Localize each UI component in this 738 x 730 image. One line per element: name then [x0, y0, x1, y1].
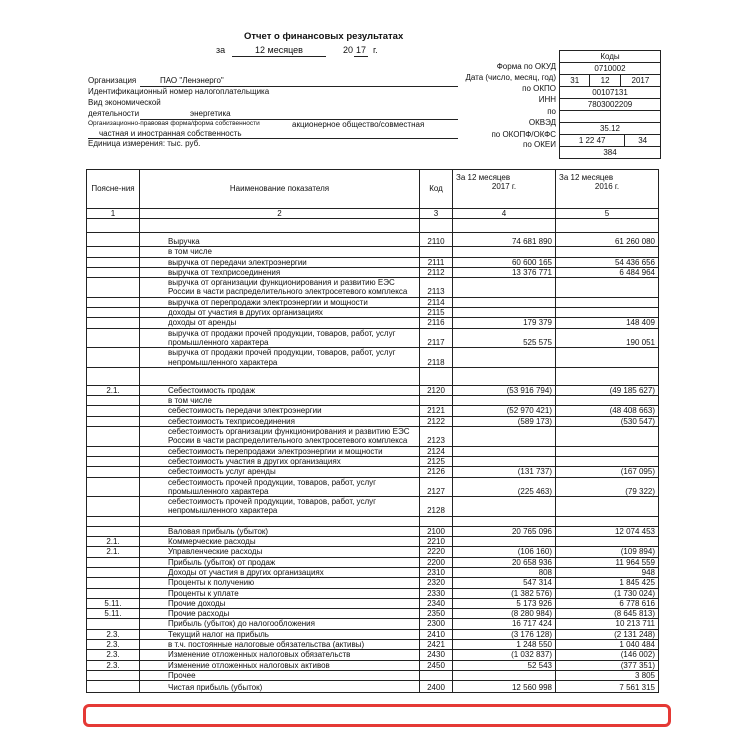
- row-code: 2300: [420, 619, 453, 629]
- row-name: Проценты к получению: [140, 578, 420, 588]
- row-value-2017: 5 173 926: [453, 598, 556, 608]
- row-name: выручка от продажи прочей продукции, товаров, работ, услуг промышленного характера: [140, 328, 420, 348]
- row-value-2017: 52 543: [453, 660, 556, 670]
- row-note: 5.11.: [87, 609, 140, 619]
- row-value-2017: (106 160): [453, 547, 556, 557]
- row-note: 2.1.: [87, 385, 140, 395]
- form-label: Организационно-правовая форма/форма собственности: [88, 120, 260, 127]
- row-code: 2320: [420, 578, 453, 588]
- row-code: 2100: [420, 526, 453, 536]
- row-value-2016: 3 805: [556, 670, 659, 680]
- row-name: в т.ч. постоянные налоговые обязательства (активы): [140, 639, 420, 649]
- table-header-row: [87, 170, 659, 209]
- row-note: [87, 670, 140, 680]
- row-note: [87, 557, 140, 567]
- row-note: [87, 456, 140, 466]
- table-row: [87, 670, 659, 680]
- row-value-2017: [453, 427, 556, 447]
- row-note: [87, 219, 140, 233]
- row-value-2016: (2 131 248): [556, 629, 659, 639]
- row-value-2017: [453, 247, 556, 257]
- table-row: [87, 619, 659, 629]
- row-code: [420, 396, 453, 406]
- row-code: 2118: [420, 348, 453, 368]
- row-name: себестоимость передачи электроэнергии: [140, 406, 420, 416]
- row-code: [420, 247, 453, 257]
- table-row: [87, 639, 659, 649]
- row-name: Прибыль (убыток) от продаж: [140, 557, 420, 567]
- table-row: [87, 267, 659, 277]
- col-2016-year: 2016 г.: [594, 182, 620, 192]
- table-row: [87, 537, 659, 547]
- row-value-2016: [556, 427, 659, 447]
- table-row: [87, 219, 659, 233]
- table-row: [87, 308, 659, 318]
- row-note: 2.3.: [87, 629, 140, 639]
- row-note: [87, 467, 140, 477]
- table-row: [87, 609, 659, 619]
- row-note: 2.3.: [87, 650, 140, 660]
- row-value-2017: (3 176 128): [453, 629, 556, 639]
- row-value-2016: [556, 297, 659, 307]
- row-value-2017: [453, 396, 556, 406]
- table-number-row: [87, 209, 659, 219]
- row-value-2016: 12 074 453: [556, 526, 659, 536]
- row-value-2017: 13 376 771: [453, 267, 556, 277]
- row-name: в том числе: [140, 396, 420, 406]
- row-note: 2.1.: [87, 547, 140, 557]
- row-value-2017: 20 658 936: [453, 557, 556, 567]
- row-note: [87, 257, 140, 267]
- row-value-2016: [556, 537, 659, 547]
- row-value-2017: 12 560 998: [453, 681, 556, 693]
- col-2017-label: За 12 месяцев: [456, 173, 511, 182]
- row-code: 2117: [420, 328, 453, 348]
- table-row: [87, 367, 659, 385]
- row-value-2016: (1 730 024): [556, 588, 659, 598]
- row-name: Себестоимость продаж: [140, 385, 420, 395]
- row-note: [87, 526, 140, 536]
- table-row: [87, 588, 659, 598]
- row-name: Изменение отложенных налоговых обязательств: [140, 650, 420, 660]
- table-row: [87, 567, 659, 577]
- codes-header: Коды: [560, 51, 660, 63]
- row-code: 2114: [420, 297, 453, 307]
- row-note: [87, 416, 140, 426]
- row-value-2016: [556, 516, 659, 526]
- col-number-3: 3: [420, 209, 453, 219]
- table-row: [87, 456, 659, 466]
- row-code: 2113: [420, 278, 453, 298]
- row-value-2016: 1 040 484: [556, 639, 659, 649]
- okopf-label: по ОКОПФ/ОКФС: [491, 130, 556, 139]
- col-number-5: 5: [556, 209, 659, 219]
- row-value-2016: 1 845 425: [556, 578, 659, 588]
- okfs-value: 34: [638, 136, 648, 145]
- row-value-2016: [556, 497, 659, 517]
- row-code: [420, 516, 453, 526]
- row-name: выручка от продажи прочей продукции, товаров, работ, услуг непромышленного характера: [140, 348, 420, 368]
- okud-code: 0710002: [560, 63, 660, 75]
- row-code: 2430: [420, 650, 453, 660]
- row-value-2017: 525 575: [453, 328, 556, 348]
- col-note-header: Поясне-ния: [87, 170, 140, 209]
- row-name: себестоимость техприсоединения: [140, 416, 420, 426]
- row-code: 2110: [420, 233, 453, 247]
- row-value-2016: 61 260 080: [556, 233, 659, 247]
- row-name: Управленческие расходы: [140, 547, 420, 557]
- row-code: 2410: [420, 629, 453, 639]
- row-name: себестоимость перепродажи электроэнергии и мощности: [140, 446, 420, 456]
- activity-label-2: деятельности: [88, 109, 140, 118]
- table-row: [87, 681, 659, 693]
- row-note: [87, 578, 140, 588]
- row-code: 2340: [420, 598, 453, 608]
- po-code: [560, 111, 660, 123]
- row-value-2016: (109 894): [556, 547, 659, 557]
- row-value-2017: 179 379: [453, 318, 556, 328]
- row-note: [87, 297, 140, 307]
- row-code: 2124: [420, 446, 453, 456]
- row-value-2016: [556, 219, 659, 233]
- row-value-2017: (8 280 984): [453, 609, 556, 619]
- row-name: себестоимость прочей продукции, товаров, работ, услуг непромышленного характера: [140, 497, 420, 517]
- okved-label: ОКВЭД: [528, 118, 556, 127]
- row-code: 2120: [420, 385, 453, 395]
- row-name: Доходы от участия в других организациях: [140, 567, 420, 577]
- row-value-2016: 6 778 616: [556, 598, 659, 608]
- row-note: [87, 318, 140, 328]
- financial-results-table: [86, 169, 659, 693]
- row-value-2017: [453, 456, 556, 466]
- row-code: 2116: [420, 318, 453, 328]
- table-row: [87, 318, 659, 328]
- form-value-1: акционерное общество/совместная: [292, 120, 425, 129]
- row-value-2016: 948: [556, 567, 659, 577]
- inn-text-label: Идентификационный номер налогоплательщика: [88, 87, 270, 96]
- date-year: 2017: [631, 76, 650, 85]
- row-value-2017: (589 173): [453, 416, 556, 426]
- table-row: [87, 297, 659, 307]
- table-row: [87, 385, 659, 395]
- date-label: Дата (число, месяц, год): [465, 73, 556, 82]
- okud-label: Форма по ОКУД: [496, 62, 556, 71]
- row-value-2017: [453, 308, 556, 318]
- row-value-2017: (131 737): [453, 467, 556, 477]
- row-value-2017: (1 382 576): [453, 588, 556, 598]
- codes-box: [559, 50, 661, 159]
- row-name: выручка от организации функционирования и развитию ЕЭС России в части распределительного электросетевого комплекса: [140, 278, 420, 298]
- row-value-2016: [556, 446, 659, 456]
- row-code: [420, 219, 453, 233]
- row-name: [140, 516, 420, 526]
- row-code: 2127: [420, 477, 453, 497]
- row-value-2017: [453, 497, 556, 517]
- row-value-2016: 11 964 559: [556, 557, 659, 567]
- okved-code: 35.12: [560, 123, 660, 135]
- period-year-suffix: 17: [356, 45, 367, 55]
- row-value-2017: (53 916 794): [453, 385, 556, 395]
- row-note: [87, 396, 140, 406]
- row-name: Прочие расходы: [140, 609, 420, 619]
- row-name: Прочее: [140, 670, 420, 680]
- row-code: [420, 670, 453, 680]
- period-year-prefix: 20: [343, 45, 354, 55]
- row-value-2017: 1 248 550: [453, 639, 556, 649]
- row-note: [87, 247, 140, 257]
- unit-label: Единица измерения: тыс. руб.: [88, 139, 201, 148]
- table-row: [87, 396, 659, 406]
- table-row: [87, 446, 659, 456]
- col-number-4: 4: [453, 209, 556, 219]
- report-title: Отчет о финансовых результатах: [244, 31, 404, 42]
- row-name: [140, 219, 420, 233]
- row-code: 2330: [420, 588, 453, 598]
- col-number-2: 2: [140, 209, 420, 219]
- inn-code: 7803002209: [560, 99, 660, 111]
- okopf-code: [560, 135, 660, 147]
- activity-label-1: Вид экономической: [88, 98, 161, 107]
- row-code: 2210: [420, 537, 453, 547]
- row-value-2016: 6 484 964: [556, 267, 659, 277]
- row-name: себестоимость прочей продукции, товаров, работ, услуг промышленного характера: [140, 477, 420, 497]
- table-row: [87, 650, 659, 660]
- row-value-2016: [556, 278, 659, 298]
- row-code: 2400: [420, 681, 453, 693]
- row-value-2017: 74 681 890: [453, 233, 556, 247]
- table-row: [87, 497, 659, 517]
- row-value-2016: [556, 308, 659, 318]
- table-row: [87, 516, 659, 526]
- row-value-2017: 16 717 424: [453, 619, 556, 629]
- row-note: [87, 328, 140, 348]
- table-row: [87, 526, 659, 536]
- row-value-2016: (49 185 627): [556, 385, 659, 395]
- row-value-2017: [453, 219, 556, 233]
- row-code: 2128: [420, 497, 453, 517]
- row-value-2016: [556, 456, 659, 466]
- row-value-2016: 10 213 711: [556, 619, 659, 629]
- row-name: выручка от передачи электроэнергии: [140, 257, 420, 267]
- date-day: 31: [560, 75, 590, 86]
- row-note: 2.3.: [87, 660, 140, 670]
- row-value-2017: [453, 297, 556, 307]
- table-row: [87, 416, 659, 426]
- row-note: [87, 278, 140, 298]
- period-za: за: [216, 45, 226, 55]
- date-month: 12: [590, 75, 620, 86]
- table-row: [87, 278, 659, 298]
- row-name: себестоимость организации функционирования и развитию ЕЭС России в части распределительного электросетевого комплекса: [140, 427, 420, 447]
- row-note: [87, 348, 140, 368]
- row-code: 2126: [420, 467, 453, 477]
- table-row: [87, 328, 659, 348]
- row-value-2017: [453, 537, 556, 547]
- row-value-2016: (8 645 813): [556, 609, 659, 619]
- table-row: [87, 247, 659, 257]
- row-code: 2220: [420, 547, 453, 557]
- table-row: [87, 427, 659, 447]
- row-value-2017: [453, 278, 556, 298]
- row-name: выручка от перепродажи электроэнергии и мощности: [140, 297, 420, 307]
- row-note: [87, 308, 140, 318]
- table-row: [87, 660, 659, 670]
- row-name: Прочие доходы: [140, 598, 420, 608]
- row-value-2016: (146 002): [556, 650, 659, 660]
- row-note: [87, 681, 140, 693]
- row-code: 2421: [420, 639, 453, 649]
- row-code: [420, 367, 453, 385]
- row-code: 2112: [420, 267, 453, 277]
- row-code: 2310: [420, 567, 453, 577]
- row-name: себестоимость участия в других организациях: [140, 456, 420, 466]
- row-name: [140, 367, 420, 385]
- col-2017-year: 2017 г.: [491, 182, 517, 192]
- okopf-value: 1 22 47: [560, 135, 625, 146]
- table-body: [87, 219, 659, 693]
- row-value-2016: [556, 396, 659, 406]
- row-value-2016: [556, 367, 659, 385]
- row-note: [87, 446, 140, 456]
- activity-value: энергетика: [190, 109, 231, 118]
- table-row: [87, 557, 659, 567]
- row-note: [87, 233, 140, 247]
- okpo-code: 00107131: [560, 87, 660, 99]
- table-row: [87, 578, 659, 588]
- row-value-2016: (167 095): [556, 467, 659, 477]
- row-note: [87, 267, 140, 277]
- row-code: 2123: [420, 427, 453, 447]
- org-value: ПАО "Ленэнерго": [160, 76, 224, 85]
- po-label: по: [547, 107, 556, 116]
- row-note: [87, 516, 140, 526]
- row-value-2016: 190 051: [556, 328, 659, 348]
- row-value-2017: (1 032 837): [453, 650, 556, 660]
- okei-label: по ОКЕИ: [523, 140, 556, 149]
- row-value-2016: [556, 247, 659, 257]
- row-value-2016: (79 322): [556, 477, 659, 497]
- row-value-2016: (377 351): [556, 660, 659, 670]
- row-note: 2.1.: [87, 537, 140, 547]
- table-row: [87, 467, 659, 477]
- row-code: 2350: [420, 609, 453, 619]
- row-name: в том числе: [140, 247, 420, 257]
- table-row: [87, 477, 659, 497]
- table-row: [87, 257, 659, 267]
- row-value-2017: 547 314: [453, 578, 556, 588]
- row-note: [87, 367, 140, 385]
- row-name: Выручка: [140, 233, 420, 247]
- row-value-2016: 54 436 656: [556, 257, 659, 267]
- col-code-header: Код: [420, 170, 453, 209]
- row-code: 2121: [420, 406, 453, 416]
- table-row: [87, 629, 659, 639]
- col-2017-header: [453, 170, 556, 209]
- row-code: 2200: [420, 557, 453, 567]
- row-value-2016: [556, 348, 659, 368]
- row-code: 2450: [420, 660, 453, 670]
- okpo-label: по ОКПО: [522, 84, 556, 93]
- row-name: Прибыль (убыток) до налогообложения: [140, 619, 420, 629]
- table-row: [87, 233, 659, 247]
- row-code: 2122: [420, 416, 453, 426]
- net-profit-highlight: [83, 704, 671, 727]
- row-note: [87, 427, 140, 447]
- row-value-2016: 148 409: [556, 318, 659, 328]
- row-value-2017: [453, 446, 556, 456]
- row-value-2017: [453, 367, 556, 385]
- row-value-2017: [453, 348, 556, 368]
- row-value-2017: [453, 516, 556, 526]
- row-note: [87, 588, 140, 598]
- row-name: доходы от участия в других организациях: [140, 308, 420, 318]
- row-note: [87, 477, 140, 497]
- row-value-2017: 20 765 096: [453, 526, 556, 536]
- org-label: Организация: [88, 76, 137, 85]
- row-name: Коммерческие расходы: [140, 537, 420, 547]
- table-row: [87, 547, 659, 557]
- row-value-2017: 808: [453, 567, 556, 577]
- row-value-2017: 60 600 165: [453, 257, 556, 267]
- period-g: г.: [373, 45, 378, 55]
- row-code: 2115: [420, 308, 453, 318]
- table-row: [87, 598, 659, 608]
- row-value-2017: (225 463): [453, 477, 556, 497]
- row-name: доходы от аренды: [140, 318, 420, 328]
- row-name: выручка от техприсоединения: [140, 267, 420, 277]
- inn-label: ИНН: [538, 95, 556, 104]
- row-name: Чистая прибыль (убыток): [140, 681, 420, 693]
- row-value-2017: (52 970 421): [453, 406, 556, 416]
- col-number-1: 1: [87, 209, 140, 219]
- row-note: [87, 567, 140, 577]
- row-value-2016: (530 547): [556, 416, 659, 426]
- row-name: Валовая прибыль (убыток): [140, 526, 420, 536]
- col-2016-header: [556, 170, 659, 209]
- row-note: [87, 619, 140, 629]
- row-code: 2111: [420, 257, 453, 267]
- row-code: 2125: [420, 456, 453, 466]
- row-note: 5.11.: [87, 598, 140, 608]
- row-name: Изменение отложенных налоговых активов: [140, 660, 420, 670]
- row-value-2016: (48 408 663): [556, 406, 659, 416]
- date-code: [560, 75, 660, 87]
- row-note: 2.3.: [87, 639, 140, 649]
- row-note: [87, 406, 140, 416]
- col-2016-label: За 12 месяцев: [559, 173, 614, 182]
- row-name: Текущий налог на прибыль: [140, 629, 420, 639]
- row-name: Проценты к уплате: [140, 588, 420, 598]
- col-name-header: Наименование показателя: [140, 170, 420, 209]
- okei-code: 384: [560, 147, 660, 159]
- row-note: [87, 497, 140, 517]
- row-value-2016: 7 561 315: [556, 681, 659, 693]
- table-row: [87, 348, 659, 368]
- form-value-2: частная и иностранная собственность: [99, 129, 242, 138]
- row-name: себестоимость услуг аренды: [140, 467, 420, 477]
- period-months: 12 месяцев: [255, 45, 303, 55]
- row-value-2017: [453, 670, 556, 680]
- table-row: [87, 406, 659, 416]
